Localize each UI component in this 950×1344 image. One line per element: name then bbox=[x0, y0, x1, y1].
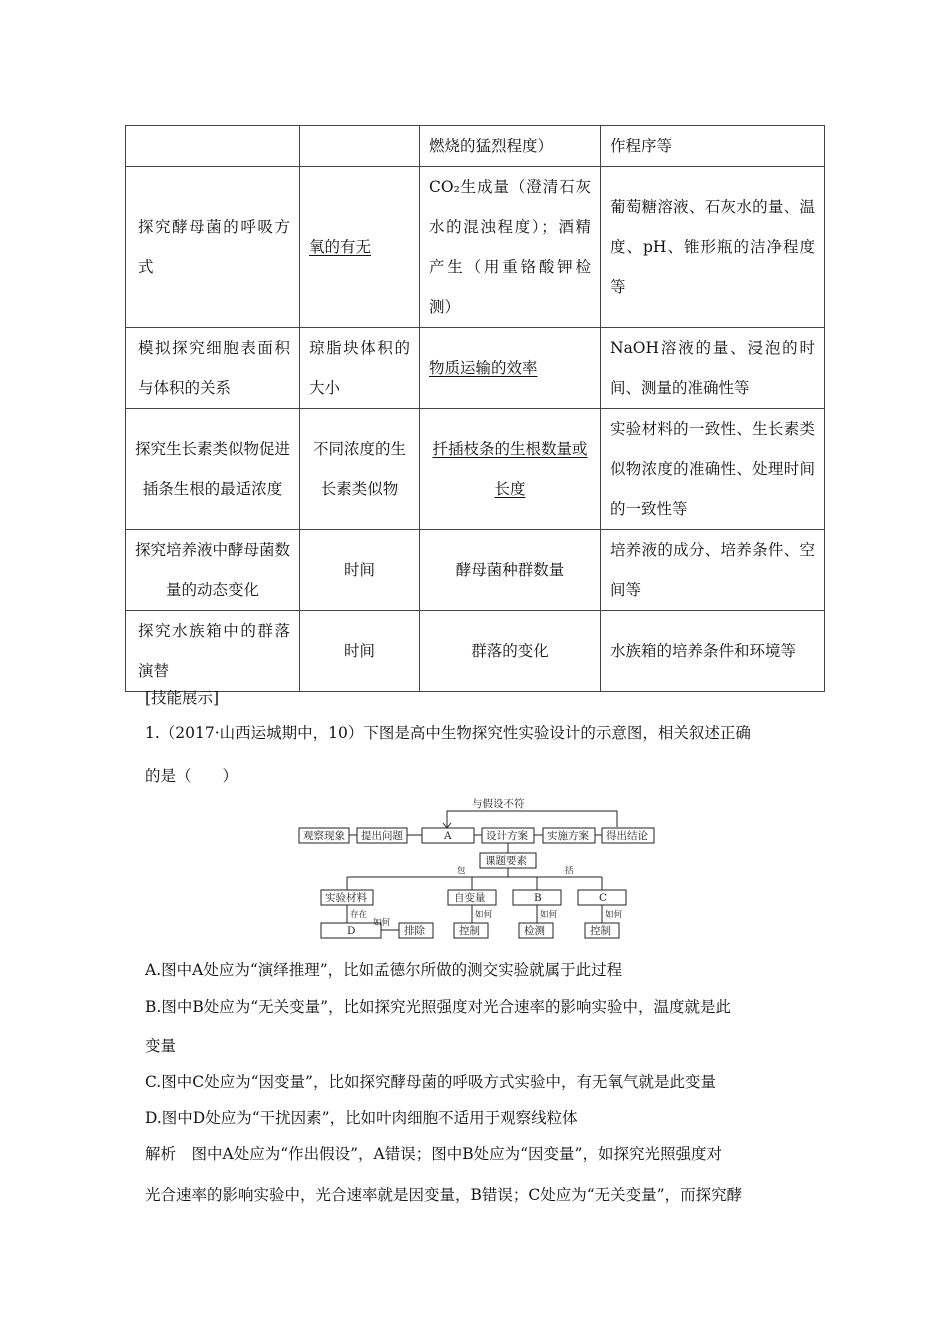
table-cell: 葡萄糖溶液、石灰水的量、温度、pH、锥形瓶的洁净程度等 bbox=[601, 167, 825, 328]
option-c: C.图中C处应为“因变量”，比如探究酵母菌的呼吸方式实验中，有无氧气就是此变量 bbox=[145, 1073, 716, 1091]
underlined-answer: 扦插枝条的生根数量或长度 bbox=[432, 440, 588, 498]
flow-label: 检测 bbox=[524, 925, 545, 937]
table-row bbox=[126, 409, 825, 530]
flow-label: 实验材料 bbox=[325, 892, 367, 904]
table-cell: 酵母菌种群数量 bbox=[420, 530, 601, 611]
table-cell: 作程序等 bbox=[601, 126, 825, 167]
feedback-label: 与假设不符 bbox=[472, 798, 525, 810]
flow-label: 自变量 bbox=[454, 892, 486, 904]
flow-label: C bbox=[599, 892, 608, 904]
table-cell: 培养液的成分、培养条件、空间等 bbox=[601, 530, 825, 611]
flow-label: 得出结论 bbox=[606, 830, 648, 842]
flow-label: 排除 bbox=[404, 925, 425, 937]
table-cell: 群落的变化 bbox=[420, 611, 601, 692]
table-cell: CO₂生成量（澄清石灰水的混浊程度）；酒精产生（用重铬酸钾检测） bbox=[420, 167, 601, 328]
table-row bbox=[126, 126, 825, 167]
table-cell bbox=[300, 126, 420, 167]
table-cell: 探究酵母菌的呼吸方式 bbox=[126, 167, 300, 328]
table-row bbox=[126, 611, 825, 692]
flow-label: 控制 bbox=[590, 925, 611, 937]
feedback-line bbox=[447, 811, 617, 827]
how-label: 如何 bbox=[475, 910, 493, 920]
flow-label: 设计方案 bbox=[486, 830, 528, 842]
flow-label: 提出问题 bbox=[361, 830, 403, 842]
table-row bbox=[126, 328, 825, 409]
how-label: 如何 bbox=[540, 910, 558, 920]
table-row bbox=[126, 530, 825, 611]
experiment-design-flowchart bbox=[297, 797, 657, 942]
how-label: 如何 bbox=[373, 918, 391, 928]
table-cell bbox=[126, 126, 300, 167]
underlined-answer: 物质运输的效率 bbox=[429, 359, 538, 377]
table-cell: 水族箱的培养条件和环境等 bbox=[601, 611, 825, 692]
flow-label: 实施方案 bbox=[547, 830, 589, 842]
exist-label: 存在 bbox=[350, 910, 368, 920]
table-cell: 实验材料的一致性、生长素类似物浓度的准确性、处理时间的一致性等 bbox=[601, 409, 825, 530]
question-stem-line1: 1.（2017·山西运城期中，10）下图是高中生物探究性实验设计的示意图，相关叙述正确 bbox=[145, 724, 751, 742]
flow-label: 控制 bbox=[459, 925, 480, 937]
flow-label: D bbox=[347, 925, 356, 937]
option-b-cont: 变量 bbox=[145, 1037, 177, 1055]
analysis-line2: 光合速率的影响实验中，光合速率就是因变量，B错误；C处应为“无关变量”，而探究酵 bbox=[145, 1186, 743, 1204]
how-label: 如何 bbox=[605, 910, 623, 920]
flow-label: 课题要素 bbox=[485, 855, 527, 867]
flow-label: 观察现象 bbox=[303, 830, 345, 842]
option-a: A.图中A处应为“演绎推理”，比如孟德尔所做的测交实验就属于此过程 bbox=[145, 961, 623, 979]
option-d: D.图中D处应为“干扰因素”，比如叶肉细胞不适用于观察线粒体 bbox=[145, 1109, 578, 1127]
table-cell: 探究水族箱中的群落演替 bbox=[126, 611, 300, 692]
table-cell: 时间 bbox=[300, 530, 420, 611]
table-row bbox=[126, 167, 825, 328]
table-cell: 模拟探究细胞表面积与体积的关系 bbox=[126, 328, 300, 409]
underlined-answer: 氧的有无 bbox=[309, 238, 372, 256]
experiment-table bbox=[125, 125, 825, 692]
table-cell: 时间 bbox=[300, 611, 420, 692]
section-label: [技能展示] bbox=[145, 689, 220, 707]
analysis-line1: 解析 图中A处应为“作出假设”，A错误；图中B处应为“因变量”，如探究光照强度对 bbox=[145, 1145, 722, 1163]
option-b: B.图中B处应为“无关变量”，比如探究光照强度对光合速率的影响实验中，温度就是此 bbox=[145, 998, 732, 1016]
flow-label: B bbox=[534, 892, 542, 904]
table-cell bbox=[420, 409, 601, 530]
table-cell: 不同浓度的生长素类似物 bbox=[300, 409, 420, 530]
include-label: 包 bbox=[457, 866, 466, 876]
table-cell bbox=[420, 328, 601, 409]
table-cell: 琼脂块体积的大小 bbox=[300, 328, 420, 409]
table-cell bbox=[300, 167, 420, 328]
table-cell: 探究生长素类似物促进插条生根的最适浓度 bbox=[126, 409, 300, 530]
flow-label: A bbox=[444, 830, 452, 842]
include-label: 括 bbox=[565, 866, 574, 876]
table-cell: NaOH溶液的量、浸泡的时间、测量的准确性等 bbox=[601, 328, 825, 409]
table-cell: 燃烧的猛烈程度） bbox=[420, 126, 601, 167]
table-cell: 探究培养液中酵母菌数量的动态变化 bbox=[126, 530, 300, 611]
question-stem-line2: 的是（ ） bbox=[145, 767, 239, 785]
